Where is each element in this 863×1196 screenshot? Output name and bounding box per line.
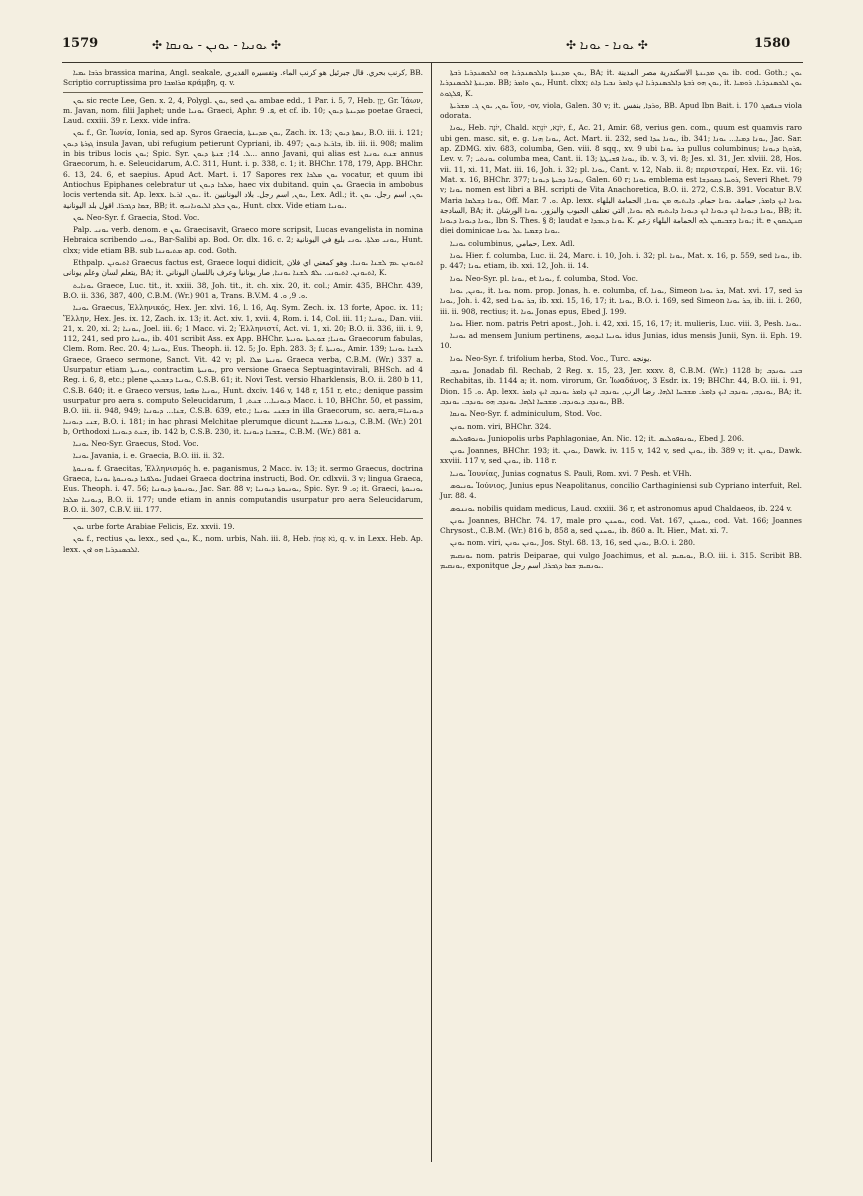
- entry: ܝܘܢ, ܝܘܢ ܓ. ܡܫܪܝܬܐ ἴον, -ov, viola, Galen. 30 v; it. ܘܪܕܐ, بنفس, BB. Apud Ibn Bait. i. 170 ܒܢܦܣܓ viola odorata.: [440, 100, 802, 121]
- entry: ܝܘܢ ܡܕܝܢܬܐ ܕܐܠܟܣܢܕܪܝܐ ܗܘ ܐܠܟܣܢܕܪܝܐ ܪܒܬܐ, BA; it. ܝܘܢ ܡܕܝܢܬܐ الاسكندرية مصر المدينة ib. cod. Goth.; ܝܘܢ ܡܕܝܢܬܐ ܐܠܟܣܢܕܪܝܐ. BB; ܝܘܢ ܘܐܡܪ, Hunt. clxx; ܝܘܢ ܗܘ ܪܒܬܐ ܕܐܠܟܣܢܕܪܝܐ ܐܝܟ ܕܐܡܪ ܢܒܝܐ ܕܐܬ, it. ܝܘܢ ܐܠܟܣܢܕܪܝܐ. ܪܘܡܝܐ ܦܠܓܘܬ, K.: [440, 68, 802, 98]
- left-page-number: 1579: [62, 36, 99, 51]
- entry: ܝܘܢܐ Hier. nom. patris Petri apost., Joh. i. 42, xxi. 15, 16, 17; it. mulieris, Luc. viii. 3, Pesh. ܝܘܢܐ.: [450, 318, 802, 328]
- right-column: [440, 68, 802, 573]
- entry: ܝܘܢܝܐ Javania, i. e. Graecia, B.O. iii. ii. 32.: [73, 451, 225, 461]
- entry: ܝܘܢ f., rectius ܝܘܢ lexx., sed ܝܘܢ, K., nom. urbis, Nah. iii. 8, Heb. נֹא אָמוֹן, q. v. in Lexx. Heb. Ap. lexx. ܐܠܟܣܢܕܪܝܐ ܗܘ ܐܘܢ.: [63, 534, 423, 554]
- entry: ܝܘܢܐ Neo-Syr. f. trifolium herba, Stod. Voc., Turc. يونجه.: [450, 353, 652, 363]
- entry: ܝܘܢ urbe forte Arabiae Felicis, Ez. xxvii. 19.: [63, 518, 423, 532]
- entry: ܝܘܢܝܘܣ Ἰούνιος, Junius epus Neapolitanus, concilio Carthaginiensi sub Cypriano interfuit, Rel. Jur. 88. 4.: [440, 480, 802, 501]
- entry: ܝܘܢܢܘܣ nobilis quidam medicus, Laud. cxxiii. 36 r, et astronomus apud Chaldaeos, ib. 224 v.: [450, 503, 793, 513]
- entry: ܝܘܢܐܝܬ Graece, Luc. tit., it. xxiii. 38, Joh. tit., it. ch. xix. 20, it. col.; Amir. 435, BHChr. 439, B.O. ii. 336, 387, 400, C.B.M. (Wr.) 901 a, Trans. B.V.M. ܘ. 9, ܘ. 4.: [63, 280, 423, 300]
- entry: ܝܘܢܩܝܡ nom. patris Deiparae, qui vulgo Joachimus, et al. ܝܘܝܩܝܡ, B.O. iii. i. 315. Scribit BB. ܝܘܢܩܝܡ, exponitque ܝܘܢܩܝܡ ܫܡܐ ܕܓܒܪܐ, اسم رجل.: [440, 550, 802, 571]
- right-page-number: 1580: [754, 36, 791, 51]
- entry: ܝܘܢܘܦܘܠܝܣ Juniopolis urbs Paphlagoniae, An. Nic. 12; it. ܝܘܢܘܦܘܠܝܣ, Ebed J. 206.: [450, 433, 744, 443]
- entry: ܝܘܢ Neo-Syr. f. Graecia, Stod. Voc.: [73, 212, 200, 222]
- entry: ܝܘܢܝܐ Neo-Syr. Graecus, Stod. Voc.: [73, 439, 199, 449]
- entry: ܝܘܢܐ Hier. f. columba, Luc. ii. 24, Marc. i. 10, Joh. i. 32; pl. ܝܘܢܐ, Mat. x. 16, p. 559, sed ܝܘܢܐ, ib. p. 447; ܝܘܢܐ etiam, ib. xxi. 12, Joh. ii. 14.: [440, 251, 802, 271]
- entry: ܝܘܢܝܐ columbinus, حمامي, Lex. Adl.: [450, 238, 575, 248]
- entry: ܝܘܢܢ nom. viri, ܝܘܢܢ ܝܘܢܢ, Jos. Styl. 68. 13, 16, sed ܝܘܢܢ, B.O. i. 280.: [450, 538, 696, 548]
- entry: ܝܘܢܝܐ Graecus, Ἑλληνικός, Hex. Jer. xlvi. 16, l. 16, Aq. Sym. Zech. ix. 13 forte, Apoc. ix. 11; Ἕλλην, Hex. Jes. ix. 12, Zach. ix. 13; it. Act. xiv. 1, xvii. 4, Rom. i. 14, Col. iii. 11; ܝܘܢܝܐ, Dan. viii. 21, x. 20, xi. 2; ܝܘܢܝܐ, Joel. iii. 6; 1 Macc. vi. 2; Ἑλληνιστί, Act. vi. 1, xi. 20; B.O. ii. 336, iii. i. 9, 112, 241, sed pro ܝܘܢܝܐ, ib. 401 scribit Ass. ex App. BHChr. ܝܘܢܝܐ; ܫܘܥܝܬܐ ܝܘܢܝܬܐ Graecorum fabulas, Clem. Rom. Rec. 20. 4; ܝܘܢܝܐ, Eus. Theoph. ii. 12. 5; Jo. Eph. 283. 3; f. ܝܘܢܝܬܐ, Amir. 139; ܠܫܢܐ ܝܘܢܝܐ Graece, Graeco sermone, Sanct. Vit. 42 v; pl. ܝܘܢܝܬܐ ܡܠܐ Graeca verba, C.B.M. (Wr.) 337 a. Usurpatur etiam ܝܘܢܝܬܐ, contractim ܝܘܢܝܬܐ, pro versione Graeca Septuagintavirali, BHSch. ad 4 Reg. i. 6, 8, etc.; plene ܝܘܢܝܐ ܕܫܒܥܝܢ, C.S.B. 61; it. Novi Test. versio Hharklensis, B.O. ii. 280 b 11, C.S.B. 640; it. e Graeco versus, ܝܘܢܝܐ ܡܦܩܐ, Hunt. dxciv. 146 v, 148 r, 151 r, etc.; denique passim usurpatur pro aera s. computo Seleucidarum, ܕܝܘܢܝܐ... ܫܢܬ, 1 Macc. i. 10, BHChr. 50, et passim, B.O. iii. ii. 948, 949; ܫܢܐ... ܕܝܘܢܝܐ, C.S.B. 639, etc.; ܒܫܢܝ ܝܘܢܝܐ in illa Graecorum, sc. aera,=ܕܝܘܢܝܐ ܫܢܝ ܕܝܘܢܝܐ, B.O. i. 181; in hac phrasi Melchitae plerumque dicunt ܕܝܘܢܝܐ ܡܫܝܚܝܐ, C.B.M. (Wr.) 201 b, Orthodoxi ܫܢܬ ܕܝܘܢܝܐ, ib. 142 b, C.S.B. 230, it. ܚܫܒܢܐ ܕܝܘܢܝܐ, C.B.M. (Wr.) 881 a.: [63, 303, 424, 436]
- entry: ܝܘܢܐ, Heb. יוֹנָה, Chald. יוֹנָא, יוֹנְתָא, f., Ac. 21, Amir. 68, verius gen. com., quum est quamvis raro ubi gen. masc. sit, e. g. ܝܘܢܐ ܗܢܐ, Act. Mart. ii. 232, sed ܝܘܢܐ ܚܕܐ, ib. 341; ܝܘܢܐ ܕܡܝܐ... ܝܘܢܐ, Jac. Sar. ap. ZDMG. xiv. 683, columba, Gen. viii. 8 sqq., xv. 9 ubi ܒܪ ܝܘܢܐ pullus columbinus; ܦܪܘܓܐ ܕܝܘܢܐ, Lev. v. 7; ܝܘܢܬܝ columba mea, Cant. ii. 13; ܝܘܢܐ ܦܫܝܛܬܐ, ib. v. 3, vi. 8; Jes. xl. 31, Jer. xlviii. 28, Hos. vii. 11, xi. 11, Mat. iii. 16, Joh. i. 32; pl. ܝܘܢܐ, Cant. v. 12, Nab. ii. 8; περιστεραί, Hex. Ez. vii. 16; Mat. x. 16, BHChr. 377; ܝܘܢܐ ܕܒܝܬܐ ܕܝܘܢܐ, Galen. 60 r; ܝܘܢܐ emblema est ܪܘܚܐ ܕܩܘܕܫܐ, Severi Rhet. 79 v; ܝܘܢܐ nomen est libri a BH. scripti de Vita Anachoretica, B.O. ii. 272, C.S.B. 391. Vocatur B.V. Maria ܝܘܢܐ ܕܫܠܡܐ, Off. Mar. ܘ. 7. Ap. lexx. ܝܘܢܐ ܐܝܟ ܕܐܡܪ, حمامة. ܝܘܢܐ حمام. ܕܐܝܬܝܗ ܡܢ ܝܘܢܐ, الحمامة البلهاء السادجة, BA; it. ܝܘܢܐ ܕܝܘܢܐ ܐܝܟ ܕܝܘܢܐ ܐܝܟ ܕܝܘܢܐ ܕܐܝܬܝܗ ܠܗ ܝܘܢܐ, التي تعتلف الحبوب والبزور. ܝܘܢܐ الورشان, BB; it. ܝܘܢܐ ܕܝܘܢܐ ܕܝܘܢܐ, Ibn S. Thes. § 8; laudat e ܝܘܢܐ ܕܥܒܕܐ K. ܝܘܢܐ ܕܫܒܝܩܝܢ ܠܗ الحمامة البلهاء زعم; it. e ܩܢܛܝܩܘܢ diei dominicae ܝܘܢܐ ܕܫܡܝܐ ܥܠ ܝܘܢܐ.: [440, 123, 803, 236]
- entry: ܝܘܢܢ, ܝܘܢܐ, it. ܝܘܢܐ nom. prop. Jonas, h. e. columba, cf. ܝܘܢܐ, Simeon ܒܪ ܝܘܢܐ, Mat. xvi. 17, sed ܒܪ ܝܘܢܐ, Joh. i. 42, sed ܒܪ ܝܘܢܐ, ib. xxi. 15, 16, 17; it. ܝܘܢܐ, B.O. i. 169, sed Simeon ܒܪ ܝܘܢܐ, ib. iii. i. 260, iii. ii. 908, rectius; it. ܝܘܢܐ Jonas epus, Ebed J. 199.: [440, 285, 803, 316]
- entry: ܝܘܢ sic recte Lee, Gen. x. 2, 4, Polygl. ܝܘܢ, sed ܝܘܢ ambae edd., 1 Par. i. 5, 7, Heb. יָוָן, Gr. Ἰάων, m. Javan, nom. filii Japhet; unde ܝܘܢܝܐ Graeci, Aphr. ܦ. 9, et cf. ib. 10; ܡܕܝܢܬܐ ܕܝܘܢ poetae Graeci, Laud. cxxiii. 39 r. Lexx. vide infra.: [63, 92, 423, 127]
- entry: Ethpalp. ܐܬܝܘܢܢ Graecus factus est, Graece loqui didicit, ܐܬܝܘܢܢ ܥܡ ܠܫܢܐ ܝܘܢܝܐ. وهو كمعني اي فلان يتعلم لسان وعلم يونانى, BA; it. ܐܬܝܘܢܢ. ܐܬܝܘܢܝ. ܝܠܦ ܠܫܢܐ ܝܘܢܝܐ, صار يونانيا وعرف باللسان اليوناني, K.: [63, 258, 423, 278]
- entry: ܝܘܢܢ Joannes, BHChr. 74. 17, male pro ܝܘܚܢܢ, cod. Vat. 167, ܝܘܚܢܢ, cod. Vat. 166; Joannes Chrysost., C.B.M. (Wr.) 816 b, 858 a, sed ܝܘܚܢܢ, ib. 860 a. It. Hier., Mat. xi. 7.: [440, 515, 802, 536]
- left-column: [63, 68, 423, 557]
- right-running-title: ✣ ܝܘܢܐ - ܝܘܢܐ ✣: [566, 38, 648, 52]
- entry: ܝܘܢܝܐ Ἰουνίας, Junias cognatus S. Pauli, Rom. xvi. 7 Pesh. et VHh.: [450, 468, 692, 478]
- entry: ܝܘܢܢ nom. viri, BHChr. 324.: [450, 421, 552, 431]
- entry: ܝܘܢܕܒ Jonadab fil. Rechab, 2 Reg. x. 15, 23, Jer. xxxv. 8, C.B.M. (Wr.) 1128 b; ܒܢܝ ܝܘܢܕܒ Rechabitas, ib. 1144 a; it. nom. virorum, Gr. Ἰωαδάνος, 3 Esdr. ix. 19; BHChr. 44, B.O. iii. i. 91, Dion. ܘ. 15. Ap. lexx. ܝܘܢܕܒ, ܝܘܢܕܒ ܐܝܟ ܕܐܡܪ. ܡܫܒܚܐ ܐܠܗܐ. رضا الرب, ܝܘܢܕܒ ܐܝܟ ܕܐܡܪ ܝܘܢܕܒ ܐܝܟ ܕܐܡܪ, BA; it. ܝܘܢܕܒ ܕܝܘܢܕܒ. ܡܫܒܚܐ ܐܠܗܐ. ܝܘܢܕܒ ܗܘ ܝܘܢܕܒ. ܝܘܢܕܒ, BB.: [440, 366, 803, 406]
- entry: ܝܘܢܩܐ Neo-Syr. f. adminiculum, Stod. Voc.: [450, 409, 603, 419]
- entry: ܝܘܢܐ Neo-Syr. pl. ܝܘܢܐ, et ܝܘܢܐ, f. columba, Stod. Voc.: [450, 273, 638, 283]
- entry: ܝܘܢܝܐ ad mensem Junium pertinens, ܝܘܢܝܐ ܐܝܕܘܣ idus Junias, idus mensis Junii, Syn. ii. Eph. 19. 10.: [440, 331, 803, 351]
- header-rule: [62, 62, 803, 63]
- column-divider: [431, 62, 432, 1162]
- entry: ܝܘܢܝܘܬܐ f. Graecitas, Ἑλληνισμός h. e. paganismus, 2 Macc. iv. 13; it. sermo Graecus, doctrina Graeca, ܝܘܠܦܢܐ ܕܝܘܢܝܘܬܐ ܝܘܢܝܐ Judaei Graeca doctrina instructi, Bod. Or. cdlxvii. 3 v; lingua Graeca, Eus. Theoph. i. 47. 56; ܝܘܢܝܘܬܐ ܕܝܘܢܝܐ, Jac. Sar. 88 v; ܝܘܢܝܘܬܐ ܕܝܘܢܝܐ, Spic. Syr. ܘ. 9; it. Graeci, ܝܘܢܝܘܬܐ ܕܝܘܢܝܐ ܡܠܟܐ, B.O. ii. 177; unde etiam in annis computandis usurpatur pro aera Seleucidarum, B.O. ii. 307, C.B.V. iii. 177.: [63, 463, 423, 514]
- entry: ܝܘܢܢ Joannes, BHChr. 193; it. ܝܘܢܢ, Dawk. iv. 115 v, 142 v, sed ܝܘܢܢ, ib. 389 v; it. ܝܘܢܢ, Dawk. xxviii. 117 v, sed ܝܘܢܢ, ib. 118 r.: [440, 446, 803, 466]
- entry: ܝܘܢ f., Gr. Ἰωνία, Ionia, sed ap. Syros Graecia, ܝܘܢ ܡܕܝܢܬܐ, Zach. ix. 13; ܢܣܬܐ ܕܝܘܢ, B.O. iii. i. 121; ܓܙܪܬܐ ܕܝܘܢ insula Javan, ubi refugium petierunt Cypriani, ib. 497; ܒܐܪܥܐ ܕܝܘܢ, ib. iii. ii. 908; malim in bis tribus locis ܝܘܢ; Spic. Syr. ܠ. 14; ܫܢܬܐ ܕܝܘܢ... anno Javani, qui alias est ܫܢܬ ܝܘܢܝܐ annus Graecorum, h. e. Seleucidarum, A.C. 311, Hunt. i. p. 338, c. 1; it. BHChr. 178, 179, App. BHChr. 6. 13, 24. 6, et saepius. Apud Act. Mart. i. 17 Sapores rex ܝܘܢ ܡܠܟܐ vocatur, et quum ibi Antiochus Epiphanes celebratur ut ܡܠܟܐ ܕܝܘܢ, haec vix dubitand. quin ܝܘܢ Graecia in ambobus locis vertenda sit. Ap. lexx. ܝܘܢ. ܐܪܥܐ. it. ܝܘܢ, اسم رجل. بلاد اليونانيين, Lex. Adl.; it. ܝܘܢ, اسم رجل. ܝܘܢ ܫܡܐ ܕܓܒܪܐ. اقول بلد اليونانية, BB; it. ܝܘܢ ܒܠܕ ܐܠܝܘܢܐܢܝܗ, Hunt. clxx. Vide etiam ܝܘܢܝܐ.: [63, 128, 424, 210]
- entry: Palp. ܝܘܢܝ verb. denom. e ܝܘܢ Graecisavit, Graeco more scripsit, Lucas evangelista in nomina Hebraica scribendo ܝܘܢܝ, Bar-Salibi ap. Bod. Or. dlx. 16. c. 2; ܝܘܢܝ ܡܠܬܐ. ܝܘܢܝ بليغ في اليونانية, Hunt. clxx; vide etiam BB. sub ܡܬܝܘܢܢܐ ap. cod. Goth.: [63, 225, 424, 255]
- entry: ܟܪܒܐ ܝܡܝܐ brassica marina, Angl. seakale, كرنب بحري. قال جبرئيل هو كرنب الماء. وتفسيره القديري, BB. Scriptio corruptissima pro ܩܪܐܡܒܐ κράμβη, q. v.: [63, 68, 423, 88]
- left-running-title: ✣ ܝܘܢܝܐ - ܝܘܢܢ - ܝܘܢܩܐ ✣: [152, 38, 282, 52]
